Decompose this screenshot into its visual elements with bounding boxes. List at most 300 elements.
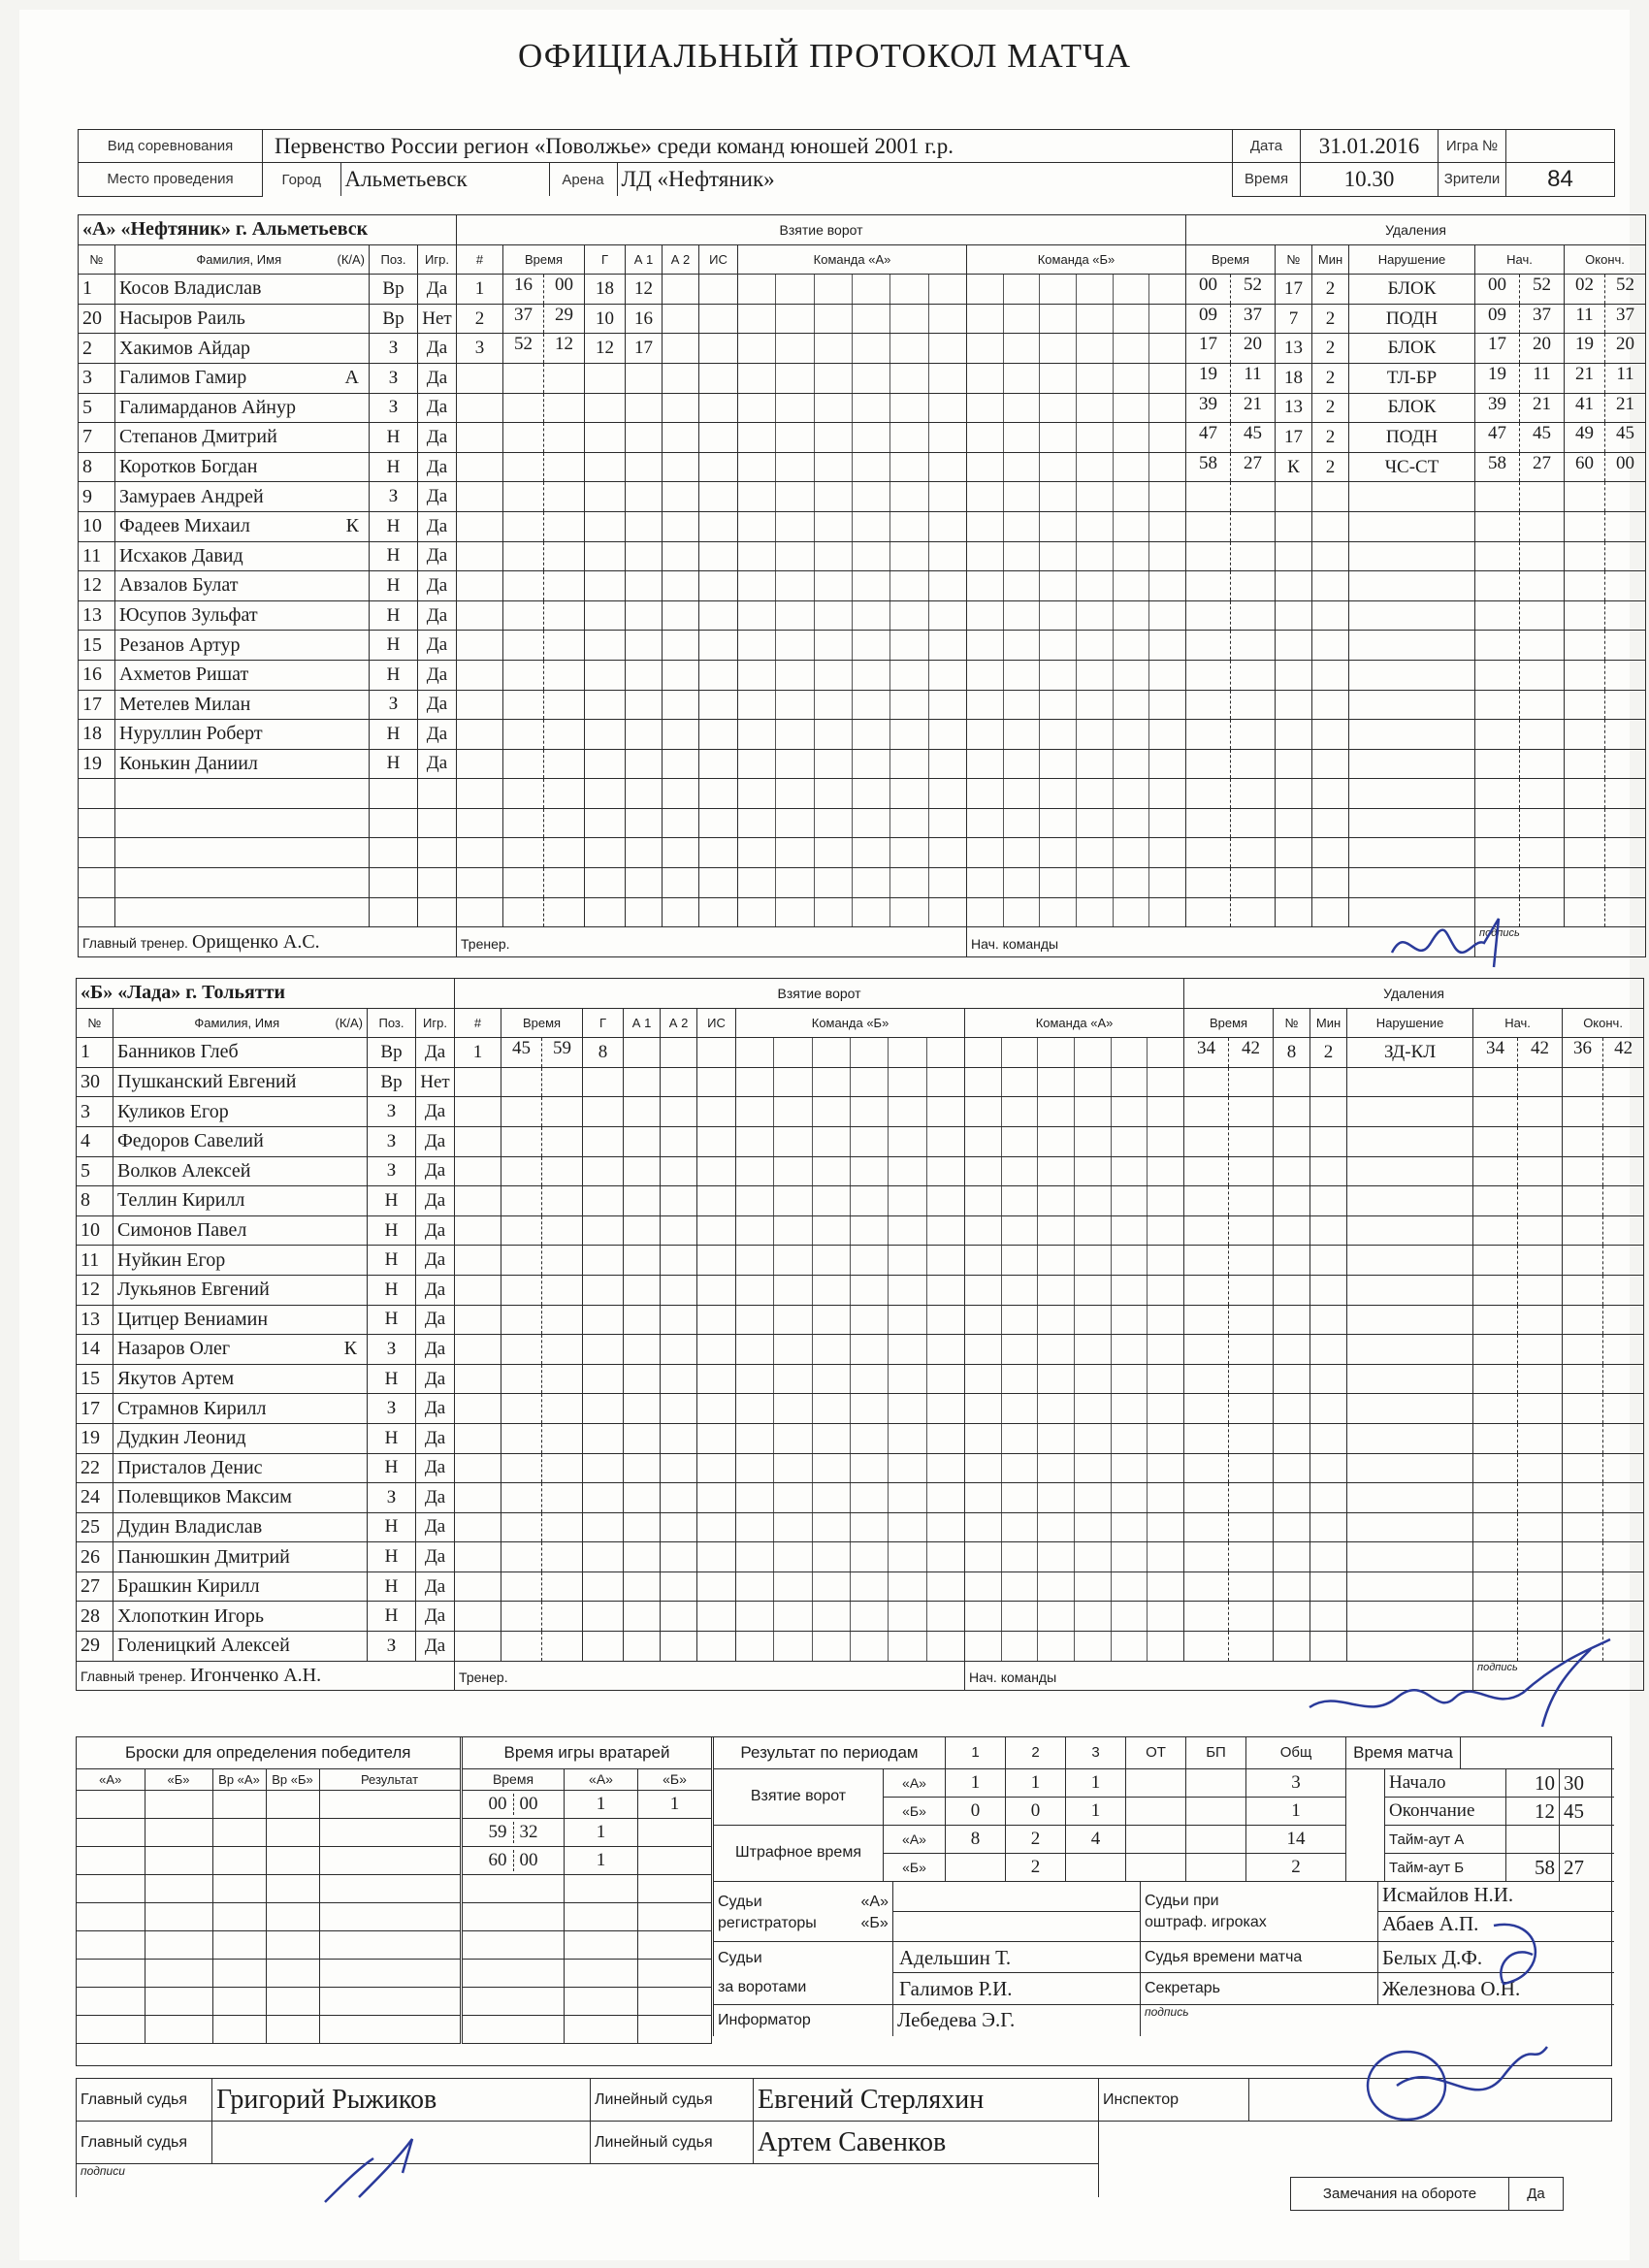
team-b-goal-scorer-header: Г [583, 1008, 624, 1038]
team-a-goal-number [457, 749, 503, 779]
team-a-pen-end: 49 45 [1565, 423, 1646, 453]
team-b-row [77, 1038, 1644, 1068]
team-a-goal-is [699, 304, 738, 334]
team-a-goal-assist2 [663, 304, 699, 334]
team-b-goal-assist1 [624, 1156, 661, 1186]
team-a-goal-is [699, 779, 738, 809]
team-b-goal-time [501, 1602, 583, 1632]
team-a-goal-assist1 [626, 393, 663, 423]
team-b-player-number: 8 [77, 1186, 113, 1216]
team-b-pen-end-header: Оконч. [1563, 1008, 1644, 1038]
team-b-goal-number [455, 1215, 501, 1246]
team-b-pen-end [1563, 1571, 1644, 1602]
team-a-goal-time [503, 720, 585, 750]
team-b-player-number: 22 [77, 1453, 113, 1483]
team-a-player-played: Да [418, 393, 457, 423]
team-a-goal-time [503, 393, 585, 423]
team-a-goal-assist2 [663, 482, 699, 512]
team-b-goal-scorer [583, 1335, 624, 1365]
shootout-gkb-header: Вр «Б» [266, 1768, 319, 1790]
team-a-pen-time: 47 45 [1186, 423, 1276, 453]
team-b-player-played: Да [416, 1335, 455, 1365]
goalie-a-value [565, 1930, 638, 1959]
team-a-goal-is [699, 660, 738, 690]
secretary-value: Железнова О.Н. [1382, 1977, 1521, 2000]
team-a-goal-is [699, 720, 738, 750]
team-a-player-name: Галимарданов Айнур [115, 393, 370, 423]
team-b-goal-assist2 [661, 1394, 697, 1424]
city-label: Город [263, 163, 340, 196]
team-a-pen-number: 18 [1276, 363, 1312, 393]
registrar-b-value [893, 1912, 1140, 1941]
team-b-goal-assist1 [624, 1394, 661, 1424]
team-b-pen-minutes [1310, 1512, 1347, 1542]
team-a-name-header: Фамилия, Имя (К/А) [115, 244, 370, 275]
goalie-time-ss: 32 [519, 1821, 538, 1842]
team-a-pen-minutes [1312, 749, 1349, 779]
registrar-b-label: «Б» [860, 1914, 889, 1931]
team-a-player-number [79, 868, 115, 898]
goalie-b-value [638, 1930, 712, 1959]
team-a-player-name: Конькин Даниил [115, 749, 370, 779]
team-b-player-position: Вр [368, 1038, 416, 1068]
team-a-goal-scorer [585, 393, 626, 423]
goals-b-2: 1 [1066, 1797, 1126, 1825]
team-a-goal-is [699, 275, 738, 305]
team-b-player-played: Да [416, 1632, 455, 1662]
team-a-player-name: Косов Владислав [115, 275, 370, 305]
team-b-player-position: Н [368, 1602, 416, 1632]
team-b-pen-end [1563, 1067, 1644, 1097]
team-b-pen-minutes [1310, 1246, 1347, 1276]
team-b-goal-assist1 [624, 1126, 661, 1156]
team-a-player-played [418, 779, 457, 809]
team-a-pen-start [1475, 600, 1565, 631]
periods-title: Результат по периодам [714, 1737, 946, 1768]
registrars-label [714, 1882, 893, 1942]
team-b-pen-time [1184, 1364, 1274, 1394]
team-b-pen-minutes: 2 [1310, 1038, 1347, 1068]
goalie-time-title: Время игры вратарей [463, 1737, 712, 1768]
timekeeper-value: Белых Д.Ф. [1378, 1942, 1614, 1973]
pim-team-a-label: «А» [884, 1825, 946, 1853]
team-b-goal-assist2 [661, 1542, 697, 1572]
team-a-goal-number [457, 511, 503, 541]
team-a-goal-time [503, 511, 585, 541]
team-a-player-name: Галимов Гамир А [115, 363, 370, 393]
team-b-row [77, 1126, 1644, 1156]
team-b-goal-time [501, 1394, 583, 1424]
team-a-pen-number [1276, 749, 1312, 779]
team-a-goal-scorer: 12 [585, 334, 626, 364]
team-a-penalties-title: Удаления [1186, 215, 1646, 245]
team-a-goal-time: 37 29 [503, 304, 585, 334]
registrars-label-text: Судьи регистраторы [718, 1893, 817, 1931]
team-a-goal-assist1 [626, 600, 663, 631]
game-label: Игра № [1439, 130, 1506, 163]
team-a-goal-time-header: Время [503, 244, 585, 275]
team-b-player-name: Брашкин Кирилл [113, 1571, 368, 1602]
time-label: Время [1233, 163, 1301, 197]
team-a-goal-time [503, 868, 585, 898]
team-a-pen-number: 13 [1276, 334, 1312, 364]
team-b-pen-infraction [1347, 1305, 1473, 1335]
team-a-goal-is [699, 571, 738, 601]
arena-value: ЛД «Нефтяник» [621, 167, 775, 191]
team-b-goal-is [697, 1571, 736, 1602]
team-a-pen-start [1475, 838, 1565, 868]
team-b-goal-number [455, 1453, 501, 1483]
team-a-goal-is [699, 749, 738, 779]
team-a-goal-is [699, 541, 738, 571]
team-a-pen-number [1276, 511, 1312, 541]
team-b-goal-time [501, 1483, 583, 1513]
team-a-player-number: 12 [79, 571, 115, 601]
team-b-goal-is [697, 1453, 736, 1483]
team-b-pen-number [1274, 1423, 1310, 1453]
team-b-goal-time [501, 1542, 583, 1572]
team-a-goal-time [503, 690, 585, 720]
team-a-pen-num-header: № [1276, 244, 1312, 275]
team-a-pen-time [1186, 541, 1276, 571]
team-a-player-position [370, 808, 418, 838]
team-a-player-played: Да [418, 600, 457, 631]
team-b-row [77, 1394, 1644, 1424]
team-a-pen-minutes [1312, 897, 1349, 927]
team-b-goal-assist1 [624, 1423, 661, 1453]
team-b-goal-time [501, 1453, 583, 1483]
team-a-pen-time [1186, 571, 1276, 601]
team-a-goal-num-header: # [457, 244, 503, 275]
pim-label: Штрафное время [714, 1825, 884, 1881]
team-b-goals-opp-header: Команда «А» [965, 1008, 1184, 1038]
goals-a-3 [1126, 1768, 1186, 1797]
team-a-pen-end-header: Оконч. [1565, 244, 1646, 275]
team-a-goal-assist2 [663, 363, 699, 393]
team-a-goal-time [503, 452, 585, 482]
informer-value: Лебедева Э.Г. [893, 2005, 1141, 2036]
shootout-result-header: Результат [319, 1768, 460, 1790]
team-a-goal-assist2 [663, 571, 699, 601]
team-b-goal-time-header: Время [501, 1008, 583, 1038]
team-b-pen-time: 34 42 [1184, 1038, 1274, 1068]
team-a-pen-number [1276, 779, 1312, 809]
team-b-pen-start [1473, 1571, 1563, 1602]
team-b-pen-time [1184, 1156, 1274, 1186]
team-a-goal-number [457, 660, 503, 690]
team-b-player-position: Н [368, 1186, 416, 1216]
team-b-goal-scorer [583, 1512, 624, 1542]
team-a-pos-header: Поз. [370, 244, 418, 275]
team-a-goal-time: 16 00 [503, 275, 585, 305]
team-a-player-position: Вр [370, 275, 418, 305]
team-a-goal-assist2 [663, 275, 699, 305]
team-b-goal-assist1 [624, 1186, 661, 1216]
goalie-b-value [638, 1874, 712, 1902]
goals-a-2: 1 [1066, 1768, 1126, 1797]
team-b-player-name: Волков Алексей [113, 1156, 368, 1186]
team-b-goal-assist1 [624, 1453, 661, 1483]
team-b-goal-assist1 [624, 1364, 661, 1394]
team-b-goal-number [455, 1335, 501, 1365]
team-a-pen-end [1565, 779, 1646, 809]
team-b-player-played: Да [416, 1453, 455, 1483]
team-b-pen-start [1473, 1512, 1563, 1542]
team-b-goal-assist2 [661, 1602, 697, 1632]
team-a-player-number: 1 [79, 275, 115, 305]
team-a-pen-time [1186, 838, 1276, 868]
team-a-goal-assist2 [663, 690, 699, 720]
team-b-goal-is [697, 1394, 736, 1424]
team-b-pen-infraction [1347, 1215, 1473, 1246]
team-a-player-name: Резанов Артур [115, 631, 370, 661]
team-a-pen-time [1186, 779, 1276, 809]
team-b-goal-number [455, 1156, 501, 1186]
team-a-row [79, 452, 1646, 482]
team-b-player-played: Да [416, 1038, 455, 1068]
team-a-goal-time [503, 749, 585, 779]
match-time-table [1384, 1768, 1614, 1882]
team-a-pen-minutes: 2 [1312, 304, 1349, 334]
team-b-pen-infraction [1347, 1483, 1473, 1513]
team-b-player-name: Нуйкин Егор [113, 1246, 368, 1276]
team-b-pen-infraction [1347, 1453, 1473, 1483]
team-b-player-name: Страмнов Кирилл [113, 1394, 368, 1424]
start-mm: 10 [1506, 1769, 1560, 1798]
team-b-goal-assist1 [624, 1067, 661, 1097]
match-time-title: Время матча [1346, 1737, 1461, 1768]
team-b-pen-start [1473, 1186, 1563, 1216]
chief-referee-1: Григорий Рыжиков [212, 2079, 591, 2122]
team-a-goal-scorer [585, 482, 626, 512]
end-ss: 45 [1560, 1798, 1614, 1826]
team-a-goal-scorer [585, 631, 626, 661]
team-b-goal-scorer [583, 1186, 624, 1216]
team-a-pen-minutes [1312, 690, 1349, 720]
team-a-pen-infraction [1349, 631, 1475, 661]
goals-a-4 [1186, 1768, 1246, 1797]
shootout-gka-header: Вр «А» [212, 1768, 266, 1790]
team-a-pen-time: 00 52 [1186, 275, 1276, 305]
team-b-pen-time [1184, 1571, 1274, 1602]
team-b-pen-time [1184, 1215, 1274, 1246]
team-b-pen-minutes [1310, 1156, 1347, 1186]
team-b-assist1-header: А 1 [624, 1008, 661, 1038]
team-b-pen-infraction: ЗД-КЛ [1347, 1038, 1473, 1068]
team-b-player-name: Хлопоткин Игорь [113, 1602, 368, 1632]
team-b-row [77, 1364, 1644, 1394]
team-b-goal-assist1 [624, 1215, 661, 1246]
team-b-row [77, 1423, 1644, 1453]
officials-table [713, 1881, 1614, 2036]
team-a-player-position: Н [370, 571, 418, 601]
team-b-goal-number [455, 1364, 501, 1394]
team-a-row [79, 275, 1646, 305]
team-b-goal-scorer [583, 1246, 624, 1276]
signature-coach-a [1387, 914, 1504, 972]
team-a-goals-title: Взятие ворот [457, 215, 1186, 245]
team-a-goal-assist1 [626, 749, 663, 779]
team-b-player-position: Н [368, 1542, 416, 1572]
team-b-player-name: Теллин Кирилл [113, 1186, 368, 1216]
team-b-pen-minutes [1310, 1542, 1347, 1572]
team-b-pen-minutes [1310, 1602, 1347, 1632]
team-a-pen-time-header: Время [1186, 244, 1276, 275]
team-b-player-position: Н [368, 1364, 416, 1394]
team-a-goal-is [699, 334, 738, 364]
team-b-pen-infraction [1347, 1394, 1473, 1424]
team-b-pen-infraction [1347, 1364, 1473, 1394]
team-a-goal-is [699, 897, 738, 927]
team-b-assist2-header: А 2 [661, 1008, 697, 1038]
team-a-player-played: Да [418, 511, 457, 541]
team-b-penalties-title: Удаления [1184, 979, 1644, 1009]
team-a-pen-infraction [1349, 838, 1475, 868]
team-b-pen-number [1274, 1602, 1310, 1632]
team-a-pen-start: 19 11 [1475, 363, 1565, 393]
team-a-player-played: Да [418, 334, 457, 364]
team-a-pen-end [1565, 482, 1646, 512]
team-a-row [79, 631, 1646, 661]
team-b-goal-time [501, 1097, 583, 1127]
team-b-row [77, 1275, 1644, 1305]
team-a-goal-time [503, 571, 585, 601]
team-b-pen-end: 36 42 [1563, 1038, 1644, 1068]
team-b-pen-number [1274, 1097, 1310, 1127]
team-b-pen-end [1563, 1423, 1644, 1453]
team-a-pen-start: 09 37 [1475, 304, 1565, 334]
team-a-goal-scorer [585, 720, 626, 750]
team-b-pen-number [1274, 1186, 1310, 1216]
team-a-goal-assist1 [626, 779, 663, 809]
team-a-row [79, 838, 1646, 868]
team-a-pen-time [1186, 720, 1276, 750]
team-b-pen-infraction [1347, 1542, 1473, 1572]
period-1-header: 1 [946, 1737, 1006, 1768]
team-a-row [79, 779, 1646, 809]
team-b-pen-time [1184, 1483, 1274, 1513]
team-a-player-name: Хакимов Айдар [115, 334, 370, 364]
goalie-b-value: 1 [638, 1790, 712, 1818]
team-b-pen-infraction [1347, 1512, 1473, 1542]
team-b-goal-scorer [583, 1275, 624, 1305]
team-a-goal-number [457, 808, 503, 838]
team-b-goal-is [697, 1038, 736, 1068]
team-b-goal-time [501, 1632, 583, 1662]
team-b-goal-is [697, 1602, 736, 1632]
goalie-a-header: «А» [565, 1768, 638, 1790]
team-b-goals-title: Взятие ворот [455, 979, 1184, 1009]
pim-b-0 [946, 1853, 1006, 1881]
team-b-goal-assist2 [661, 1364, 697, 1394]
team-a-pen-end [1565, 897, 1646, 927]
team-a-goal-assist1 [626, 631, 663, 661]
team-b-row [77, 1156, 1644, 1186]
team-a-pen-minutes [1312, 808, 1349, 838]
team-a-pen-end: 11 37 [1565, 304, 1646, 334]
team-b-pen-number [1274, 1067, 1310, 1097]
team-a-player-position: Н [370, 660, 418, 690]
team-a-pen-minutes [1312, 600, 1349, 631]
team-a-pen-end [1565, 660, 1646, 690]
team-a-num-header: № [79, 244, 115, 275]
team-a-goal-assist2 [663, 808, 699, 838]
team-a-player-played: Да [418, 541, 457, 571]
team-a-goal-time [503, 660, 585, 690]
team-b-player-name: Пушканский Евгений [113, 1067, 368, 1097]
team-a-goal-scorer [585, 779, 626, 809]
team-a-pen-start [1475, 482, 1565, 512]
team-a-pen-infraction [1349, 779, 1475, 809]
team-a-goal-is [699, 393, 738, 423]
goalie-a-value [565, 1874, 638, 1902]
team-b-goal-scorer [583, 1571, 624, 1602]
team-b-goal-number [455, 1246, 501, 1276]
team-b-player-name: Симонов Павел [113, 1215, 368, 1246]
team-b-signature-label: подпись [1473, 1661, 1644, 1691]
team-a-goal-number [457, 720, 503, 750]
team-b-player-position: З [368, 1126, 416, 1156]
team-b-player-number: 13 [77, 1305, 113, 1335]
goalie-row [463, 1930, 712, 1959]
start-ss: 30 [1560, 1769, 1614, 1798]
team-a-goal-assist2 [663, 452, 699, 482]
team-b-pen-time [1184, 1126, 1274, 1156]
team-b-pen-minutes [1310, 1215, 1347, 1246]
team-a-player-played [418, 838, 457, 868]
team-a-player-number: 20 [79, 304, 115, 334]
team-a-pen-end: 02 52 [1565, 275, 1646, 305]
team-b-pen-time [1184, 1097, 1274, 1127]
secretary-label: Секретарь [1145, 1980, 1220, 1996]
team-a-pen-infraction: БЛОК [1349, 334, 1475, 364]
team-a-pen-minutes [1312, 779, 1349, 809]
team-a-goal-assist2 [663, 749, 699, 779]
pim-b-3 [1126, 1853, 1186, 1881]
team-a-assist1-header: А 1 [626, 244, 663, 275]
penbox-judge-1: Исмайлов Н.И. [1378, 1883, 1614, 1912]
team-b-row [77, 1186, 1644, 1216]
team-a-player-position: Н [370, 511, 418, 541]
team-a-goal-assist1 [626, 571, 663, 601]
goalie-b-value [638, 2015, 712, 2043]
arena-label: Арена [549, 163, 617, 196]
team-a-row [79, 393, 1646, 423]
team-b-goal-assist1 [624, 1305, 661, 1335]
inspector-label: Инспектор [1099, 2079, 1249, 2122]
team-a-pen-number [1276, 690, 1312, 720]
team-a-pen-infraction: БЛОК [1349, 275, 1475, 305]
team-b-goal-assist1 [624, 1246, 661, 1276]
team-a-goal-assist1 [626, 690, 663, 720]
team-b-goal-number: 1 [455, 1038, 501, 1068]
team-a-pen-infraction [1349, 749, 1475, 779]
team-a-player-number: 17 [79, 690, 115, 720]
penbox-label-2: оштраф. игроках [1145, 1913, 1267, 1930]
team-b-goal-time [501, 1246, 583, 1276]
team-b-player-played: Да [416, 1156, 455, 1186]
shootout-row [77, 1987, 460, 2015]
team-b-pen-infraction [1347, 1423, 1473, 1453]
team-a-pen-end [1565, 600, 1646, 631]
team-b-row [77, 1335, 1644, 1365]
team-a-pen-minutes: 2 [1312, 334, 1349, 364]
team-a-player-played: Да [418, 482, 457, 512]
team-b-pen-number [1274, 1246, 1310, 1276]
team-a-pen-number: 7 [1276, 304, 1312, 334]
team-a-pen-time [1186, 631, 1276, 661]
team-a-pen-start [1475, 808, 1565, 838]
